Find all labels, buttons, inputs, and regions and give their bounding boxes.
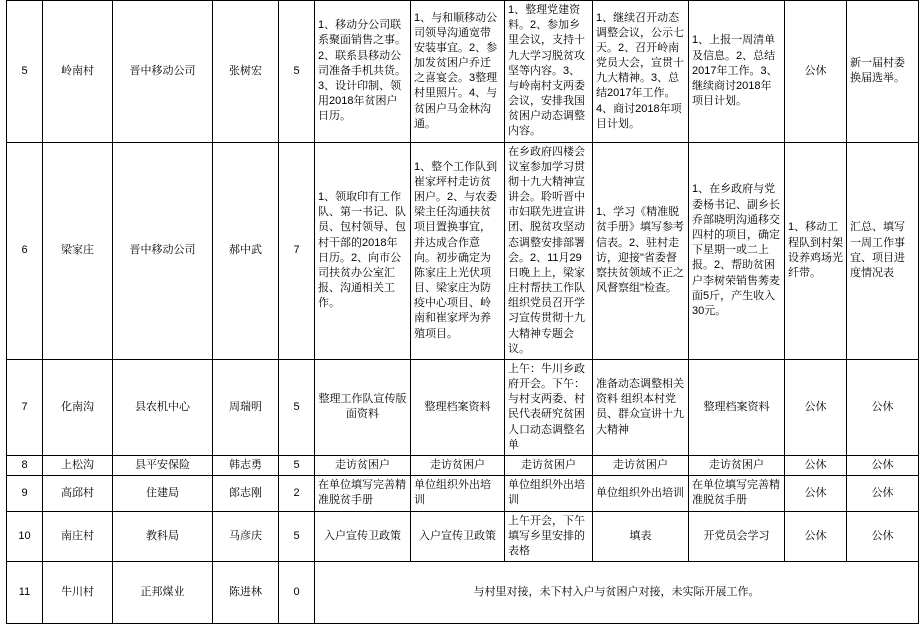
day-monday: 入户宣传卫政策 [315, 511, 411, 562]
day-sunday: 公休 [847, 476, 919, 511]
village-name: 岭南村 [43, 1, 113, 143]
day-saturday: 公休 [785, 455, 847, 475]
day-monday: 整理工作队宣传版面资料 [315, 359, 411, 455]
day-friday: 开党员会学习 [689, 511, 785, 562]
day-saturday: 1、移动工程队到村架设养鸡场光纤带。 [785, 142, 847, 359]
day-saturday: 公休 [785, 359, 847, 455]
unit-name: 晋中移动公司 [113, 142, 213, 359]
row-number: 7 [7, 359, 43, 455]
village-name: 南庄村 [43, 511, 113, 562]
day-friday: 1、在乡政府与党委杨书记、副乡长乔部晓明沟通移交四村的项目，确定下星期一或二上报。2、帮助贫困户李树荣销售莠麦面5斤，产生收入30元。 [689, 142, 785, 359]
day-tuesday: 1、与和顺移动公司领导沟通宽带安装事宜。2、参加发贫困户乔迁之喜宴会。3整理村里照片。4、与贫困户马金林沟通。 [411, 1, 505, 143]
unit-name: 县平安保险 [113, 455, 213, 475]
day-monday: 在单位填写完善精准脱贫手册 [315, 476, 411, 511]
day-tuesday: 整理档案资料 [411, 359, 505, 455]
table-row [7, 142, 919, 359]
days-count: 5 [279, 359, 315, 455]
day-friday: 走访贫困户 [689, 455, 785, 475]
person-name: 陈进林 [213, 562, 279, 624]
days-count: 2 [279, 476, 315, 511]
day-thursday: 单位组织外出培训 [593, 476, 689, 511]
person-name: 张树宏 [213, 1, 279, 143]
village-name: 化南沟 [43, 359, 113, 455]
day-wednesday: 上午开会，下午填写乡里安排的表格 [505, 511, 593, 562]
day-wednesday: 单位组织外出培训 [505, 476, 593, 511]
day-tuesday: 走访贫困户 [411, 455, 505, 475]
table-row [7, 359, 919, 455]
day-wednesday: 在乡政府四楼会议室参加学习贯彻十九大精神宣讲会。聆听晋中市妇联先进宣讲团、脱贫攻坚动态调整安排部署会。2、11月29日晚上上，梁家庄村帮扶工作队组织党员召开学习宣传贯彻十九大精神专题会议。 [505, 142, 593, 359]
row-number: 10 [7, 511, 43, 562]
person-name: 马彦庆 [213, 511, 279, 562]
day-tuesday: 1、整个工作队到崔家坪村走访贫困户。2、与农委梁主任沟通扶贫项目置换事宜，并达成合作意向。初步确定为陈家庄上光伏项目、梁家庄为防疫中心项目、岭南和崔家坪为养殖项目。 [411, 142, 505, 359]
row-number: 5 [7, 1, 43, 143]
day-wednesday: 上午：牛川乡政府开会。下午：与村支两委、村民代表研究贫困人口动态调整名单 [505, 359, 593, 455]
village-name: 牛川村 [43, 562, 113, 624]
day-tuesday: 入户宣传卫政策 [411, 511, 505, 562]
person-name: 郎志刚 [213, 476, 279, 511]
day-friday: 整理档案资料 [689, 359, 785, 455]
table-row [7, 455, 919, 475]
unit-name: 住建局 [113, 476, 213, 511]
row-number: 6 [7, 142, 43, 359]
row-number: 8 [7, 455, 43, 475]
day-saturday: 公休 [785, 476, 847, 511]
days-count: 0 [279, 562, 315, 624]
village-name: 高邱村 [43, 476, 113, 511]
day-saturday: 公休 [785, 1, 847, 143]
day-sunday: 公休 [847, 359, 919, 455]
unit-name: 县农机中心 [113, 359, 213, 455]
day-sunday: 公休 [847, 511, 919, 562]
day-thursday: 走访贫困户 [593, 455, 689, 475]
day-friday: 在单位填写完善精准脱贫手册 [689, 476, 785, 511]
day-sunday: 汇总、填写一周工作事宜、项目进度情况表 [847, 142, 919, 359]
village-name: 梁家庄 [43, 142, 113, 359]
row-number: 9 [7, 476, 43, 511]
work-log-table [6, 0, 919, 624]
day-saturday: 公休 [785, 511, 847, 562]
row-number: 11 [7, 562, 43, 624]
days-count: 5 [279, 511, 315, 562]
day-friday: 1、上报一周清单及信息。2、总结2017年工作。3、继续商讨2018年项目计划。 [689, 1, 785, 143]
village-name: 上松沟 [43, 455, 113, 475]
day-thursday: 1、学习《精准脱贫手册》填写参考信表。2、驻村走访，迎接"省委督察扶贫领域不正之风督察组"检查。 [593, 142, 689, 359]
days-count: 5 [279, 1, 315, 143]
day-sunday: 新一届村委换届选举。 [847, 1, 919, 143]
day-wednesday: 1、整理党建资料。2、参加乡里会议，支持十九大学习脱贫攻坚等内容。3、与岭南村支两委会议，安排我国贫困户动态调整内容。 [505, 1, 593, 143]
day-thursday: 填表 [593, 511, 689, 562]
day-thursday: 1、继续召开动态调整会议，公示七天。2、召开岭南党员大会，宣贯十九大精神。3、总结2017年工作。4、商讨2018年项目计划。 [593, 1, 689, 143]
table-row [7, 511, 919, 562]
day-monday: 1、移动分公司联系聚面销售之事。2、联系县移动公司准备手机共货。3、设计印制、领用2018年贫困户日历。 [315, 1, 411, 143]
table-row [7, 1, 919, 143]
person-name: 周瑞明 [213, 359, 279, 455]
person-name: 郝中武 [213, 142, 279, 359]
unit-name: 教科局 [113, 511, 213, 562]
unit-name: 正邦煤业 [113, 562, 213, 624]
day-sunday: 公休 [847, 455, 919, 475]
table-row [7, 476, 919, 511]
unit-name: 晋中移动公司 [113, 1, 213, 143]
day-tuesday: 单位组织外出培训 [411, 476, 505, 511]
day-thursday: 准备动态调整相关资料 组织本村党员、群众宣讲十九大精神 [593, 359, 689, 455]
table-row-merged [7, 562, 919, 624]
days-count: 7 [279, 142, 315, 359]
days-count: 5 [279, 455, 315, 475]
day-monday: 1、领取印有工作队、第一书记、队员、包村领导、包村干部的2018年日历。2、向市公司扶贫办公室汇报、沟通相关工作。 [315, 142, 411, 359]
merged-note: 与村里对接，未下村入户与贫困户对接，未实际开展工作。 [315, 562, 919, 624]
day-monday: 走访贫困户 [315, 455, 411, 475]
person-name: 韩志勇 [213, 455, 279, 475]
day-wednesday: 走访贫困户 [505, 455, 593, 475]
